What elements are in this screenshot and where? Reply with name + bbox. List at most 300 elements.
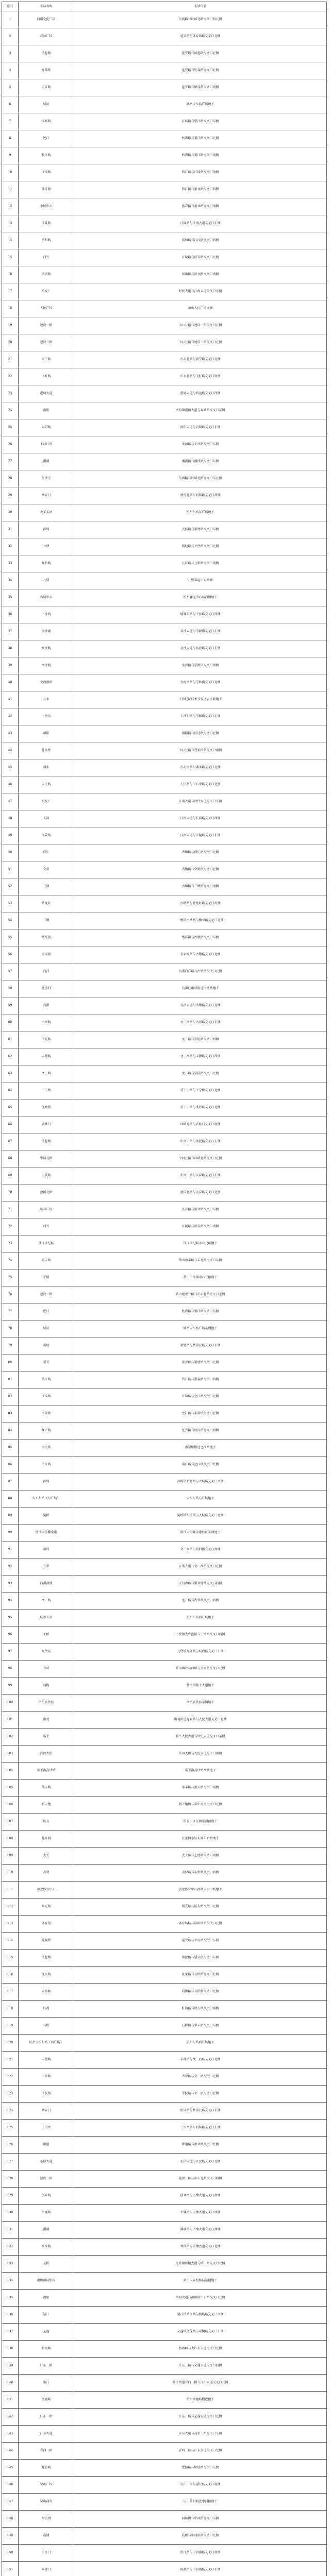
cell-station-name: 彭埠 <box>19 521 74 538</box>
cell-no: 66 <box>2 1116 19 1133</box>
cell-station-location: 南苑街道迎宾路与人民大道交叉口北侧 <box>74 1711 327 1728</box>
table-row <box>2 1252 327 1269</box>
cell-station-name: 东信大道 <box>19 2154 74 2171</box>
cell-station-name: 余杭高铁站 <box>19 1694 74 1711</box>
table-row <box>2 606 327 623</box>
table-row <box>2 2545 327 2562</box>
cell-station-name: 南阳 <box>19 402 74 419</box>
table-row <box>2 555 327 572</box>
cell-station-name: 龙游路 <box>19 2460 74 2477</box>
cell-station-name: 古翠路 <box>19 2069 74 2086</box>
cell-station-name: 建国北路 <box>19 1184 74 1201</box>
cell-station-name: 杜甫村 <box>19 980 74 997</box>
table-row <box>2 2409 327 2426</box>
table-row <box>2 317 327 334</box>
table-row <box>2 1916 327 1933</box>
table-row <box>2 1762 327 1780</box>
cell-no: 15 <box>2 249 19 266</box>
cell-station-name: 候潮门 <box>19 2562 74 2576</box>
table-row <box>2 2137 327 2154</box>
cell-no: 20 <box>2 334 19 351</box>
cell-station-location: 杭氧小区东侧东新路地下 <box>74 1814 327 1831</box>
cell-station-name: 滨和路 <box>19 232 74 249</box>
cell-station-name: 定安路 <box>19 79 74 96</box>
cell-station-location: 秋涛北路与机场路交叉口西侧 <box>74 487 327 504</box>
cell-station-name: 西兴 <box>19 249 74 266</box>
table-row <box>2 742 327 759</box>
cell-station-name: 火车东站（东广场） <box>19 1490 74 1507</box>
cell-station-location: 吴山广场与延安路交叉口南侧 <box>74 2477 327 2494</box>
cell-station-location: 江东二路与义蓬大道交叉口西侧 <box>74 2358 327 2375</box>
cell-station-location: 火车东站东广场地下 <box>74 1490 327 1507</box>
cell-station-location: 延安路与解放路交叉口南侧 <box>74 79 327 96</box>
cell-station-name: 杭氧 <box>19 1814 74 1831</box>
cell-station-name: 城站 <box>19 1320 74 1337</box>
cell-station-location: 望江路与中河南路交叉口南侧 <box>74 2545 327 2562</box>
cell-station-location: 朝阳路与虹达路交叉口北侧 <box>74 725 327 742</box>
cell-station-name: 南阳 <box>19 2290 74 2307</box>
table-row <box>2 62 327 79</box>
cell-station-name: 虾龙圩 <box>19 895 74 912</box>
cell-station-name: 吴山广场 <box>19 2477 74 2494</box>
cell-no: 31 <box>2 521 19 538</box>
cell-station-name: 文海南路 <box>19 674 74 691</box>
table-row <box>2 11 327 28</box>
cell-no: 25 <box>2 419 19 436</box>
cell-station-location: 古墩路与文新路交叉口北侧 <box>74 861 327 878</box>
cell-no: 99 <box>2 1677 19 1694</box>
table-row <box>2 215 327 232</box>
cell-no: 118 <box>2 2001 19 2018</box>
table-row <box>2 1422 327 1439</box>
table-row <box>2 1439 327 1456</box>
cell-station-name: 江陵路 <box>19 827 74 844</box>
cell-station-name: 学院路 <box>19 2086 74 2103</box>
cell-station-name: 石桥 <box>19 2018 74 2035</box>
cell-station-name: 创业路 <box>19 2188 74 2205</box>
cell-station-name: 虹湾 <box>19 2001 74 2018</box>
cell-no: 89 <box>2 1507 19 1524</box>
cell-station-location: 湘湖路与湘西路交叉口东侧 <box>74 453 327 470</box>
cell-no: 143 <box>2 2426 19 2443</box>
cell-station-location: 良渚杜甫村附近古墩路地下 <box>74 980 327 997</box>
cell-station-name: 三墩 <box>19 912 74 929</box>
cell-no: 44 <box>2 742 19 759</box>
table-row <box>2 470 327 487</box>
table-row <box>2 1490 327 1507</box>
table-row <box>2 79 327 96</box>
cell-station-name: 客运中心 <box>19 589 74 606</box>
cell-station-location: 金沙大道与学源街交叉口东侧 <box>74 623 327 640</box>
cell-station-name: 南星桥 <box>19 1439 74 1456</box>
cell-station-location: 金家渡路与古墩路交叉口北侧 <box>74 946 327 963</box>
cell-station-name: 凤起路 <box>19 1950 74 1967</box>
cell-station-name: 城站 <box>19 96 74 113</box>
table-row <box>2 2426 327 2443</box>
table-row <box>2 1082 327 1099</box>
table-row <box>2 2103 327 2120</box>
cell-no: 145 <box>2 2460 19 2477</box>
cell-no: 78 <box>2 1320 19 1337</box>
table-row <box>2 623 327 640</box>
cell-station-location: 萧山宁围镇市心北路地下 <box>74 1269 327 1286</box>
cell-station-location: 莫干山路与文晖路交叉口北侧 <box>74 1099 327 1116</box>
cell-no: 34 <box>2 572 19 589</box>
table-row <box>2 1797 327 1814</box>
cell-station-location: 市心北路与振宁路交叉口北侧 <box>74 351 327 368</box>
cell-station-name: 新天地 <box>19 1797 74 1814</box>
cell-no: 97 <box>2 1643 19 1660</box>
cell-station-location: 青西三路与江东大道交叉口北侧 <box>74 2443 327 2460</box>
cell-station-location: 江东大道与高新三路交叉口东侧 <box>74 2426 327 2443</box>
cell-no: 56 <box>2 946 19 963</box>
table-row <box>2 1745 327 1762</box>
cell-station-name: 新塘 <box>19 1337 74 1354</box>
cell-station-location: 机场路与秋涛北路交叉口东侧 <box>74 2103 327 2120</box>
table-row <box>2 45 327 62</box>
table-row <box>2 912 327 929</box>
cell-no: 98 <box>2 1660 19 1677</box>
table-row <box>2 1099 327 1116</box>
cell-no: 80 <box>2 1354 19 1371</box>
table-row <box>2 1711 327 1728</box>
cell-station-name: 浙江大学紫金港 <box>19 1524 74 1541</box>
cell-station-name: 建设三路 <box>19 334 74 351</box>
cell-no: 149 <box>2 2528 19 2545</box>
cell-station-location: 萧山国际机场航站楼地下 <box>74 2273 327 2290</box>
cell-no: 43 <box>2 725 19 742</box>
cell-station-location: 金沙大道与高沙路交叉口东侧 <box>74 640 327 657</box>
cell-no: 22 <box>2 368 19 385</box>
cell-station-location: 江陵路与滨安路交叉口南侧 <box>74 1218 327 1235</box>
cell-no: 124 <box>2 2103 19 2120</box>
cell-station-name: 丰潭路 <box>19 2052 74 2069</box>
table-row <box>2 1882 327 1899</box>
cell-no: 6 <box>2 96 19 113</box>
cell-station-name: 凤起路 <box>19 1133 74 1150</box>
cell-station-location: 平澜路与风情大道交叉口西侧 <box>74 2205 327 2222</box>
cell-no: 33 <box>2 555 19 572</box>
cell-station-name: 凤起路 <box>19 45 74 62</box>
cell-station-name: 文三路 <box>19 1592 74 1609</box>
cell-no: 39 <box>2 657 19 674</box>
cell-station-location: 古墩路与三墩路交叉口南侧 <box>74 878 327 895</box>
cell-station-location: 甬江路与之江路交叉口北侧 <box>74 1456 327 1473</box>
cell-station-name: 义桥 <box>19 2256 74 2273</box>
cell-no: 59 <box>2 997 19 1014</box>
cell-station-location: 滨和路与江汉路交叉口西侧 <box>74 232 327 249</box>
cell-station-location: 文三路与学院路交叉口北侧 <box>74 1065 327 1082</box>
table-row <box>2 198 327 215</box>
cell-no: 45 <box>2 759 19 776</box>
cell-no: 70 <box>2 1184 19 1201</box>
table-row <box>2 674 327 691</box>
cell-station-location: 江陵路与滨安路交叉口北侧 <box>74 249 327 266</box>
cell-no: 79 <box>2 1337 19 1354</box>
column-header-location: 车站位置 <box>74 2 327 11</box>
table-row <box>2 776 327 793</box>
cell-station-location: 南阳大道与南阳镇中心路交叉口北侧 <box>74 2290 327 2307</box>
table-row <box>2 1031 327 1048</box>
table-row <box>2 2001 327 2018</box>
cell-station-name: 宁围 <box>19 1269 74 1286</box>
cell-no: 54 <box>2 912 19 929</box>
cell-no: 52 <box>2 878 19 895</box>
table-row <box>2 1116 327 1133</box>
table-row <box>2 572 327 589</box>
table-row <box>2 963 327 980</box>
table-row <box>2 1371 327 1388</box>
table-row <box>2 96 327 113</box>
table-row <box>2 1780 327 1797</box>
cell-station-name: 江锦路 <box>19 164 74 181</box>
column-header-name: 车站名称 <box>19 2 74 11</box>
cell-station-location: 古墩路与联庄路交叉口北侧 <box>74 844 327 861</box>
table-row <box>2 1541 327 1558</box>
table-row <box>2 1286 327 1303</box>
table-row <box>2 895 327 912</box>
cell-station-location: 义桥镇风情大道与峡山路交叉口北侧 <box>74 2256 327 2273</box>
cell-no: 87 <box>2 1473 19 1490</box>
cell-station-name: 江东二路 <box>19 2358 74 2375</box>
cell-station-name: 曹家桥 <box>19 742 74 759</box>
table-row <box>2 929 327 946</box>
cell-station-location: 复兴路与秋涛路交叉口西侧 <box>74 1422 327 1439</box>
cell-no: 86 <box>2 1456 19 1473</box>
cell-station-location: 庆春路与新业路交叉口东侧 <box>74 1201 327 1218</box>
cell-no: 146 <box>2 2477 19 2494</box>
cell-station-name: 火车东站 <box>19 504 74 521</box>
cell-station-location: 东信大道与江汉路交叉口北侧 <box>74 2154 327 2171</box>
cell-station-name: 临江 <box>19 2375 74 2392</box>
table-row <box>2 2324 327 2341</box>
table-row <box>2 2375 327 2392</box>
cell-station-name: 钱江路 <box>19 1371 74 1388</box>
cell-station-name: 下沙江滨 <box>19 436 74 453</box>
cell-station-location: 杭州东站东广场地下 <box>74 504 327 521</box>
table-row <box>2 2443 327 2460</box>
table-row <box>2 1643 327 1660</box>
table-row <box>2 1184 327 1201</box>
cell-no: 37 <box>2 623 19 640</box>
cell-station-location: 下沙经济技术开发区云水路地下 <box>74 691 327 708</box>
cell-no: 38 <box>2 640 19 657</box>
cell-station-location: 南星桥附近之江路地下 <box>74 1439 327 1456</box>
cell-station-location: 江东三路与义蓬大道交叉口北侧 <box>74 2409 327 2426</box>
cell-station-name: 钱江世纪城 <box>19 1235 74 1252</box>
cell-station-name: 武林广场 <box>19 28 74 45</box>
cell-no: 30 <box>2 504 19 521</box>
cell-station-location: 东新路与环城北路交叉口西北侧 <box>74 11 327 28</box>
cell-station-name: 善贤 <box>19 1865 74 1882</box>
cell-station-location: 华丰路与新天路交叉口南侧 <box>74 1780 327 1797</box>
cell-no: 133 <box>2 2256 19 2273</box>
cell-station-location: 环城北路与武林门交叉口南侧 <box>74 1116 327 1133</box>
cell-no: 96 <box>2 1626 19 1643</box>
cell-station-name: 体育馆 <box>19 1916 74 1933</box>
cell-station-location: 杭州金融城附近地下 <box>74 2392 327 2409</box>
cell-station-name: 御道 <box>19 2137 74 2154</box>
table-row <box>2 1814 327 1831</box>
cell-station-location: 萧山盈丰路与丰北路交叉口东侧 <box>74 1252 327 1269</box>
cell-no: 50 <box>2 844 19 861</box>
cell-no: 102 <box>2 1728 19 1745</box>
table-row <box>2 283 327 300</box>
cell-station-name: 西兴 <box>19 1218 74 1235</box>
cell-station-name: 西湖文化广场 <box>19 11 74 28</box>
cell-station-name: 婺江路 <box>19 147 74 164</box>
cell-station-location: 城站火车站广场东侧地下 <box>74 1320 327 1337</box>
table-row <box>2 878 327 895</box>
table-row <box>2 589 327 606</box>
cell-station-location: 文三路与古翠路交叉口西侧 <box>74 1592 327 1609</box>
cell-no: 137 <box>2 2324 19 2341</box>
cell-station-name: 中河北路 <box>19 1150 74 1167</box>
table-row <box>2 657 327 674</box>
table-row <box>2 1831 327 1848</box>
cell-no: 24 <box>2 402 19 419</box>
cell-station-location: 古墩路与虾龙圩路交叉口南侧 <box>74 895 327 912</box>
cell-station-name: 振宁路 <box>19 351 74 368</box>
table-row <box>2 351 327 368</box>
cell-station-location: 延安路与庆春路交叉口北侧 <box>74 62 327 79</box>
cell-station-name: 江城路 <box>19 113 74 130</box>
table-row <box>2 1218 327 1235</box>
cell-no: 10 <box>2 164 19 181</box>
cell-no: 29 <box>2 487 19 504</box>
cell-station-name: 建设一路 <box>19 1286 74 1303</box>
cell-no: 126 <box>2 2137 19 2154</box>
cell-no: 141 <box>2 2392 19 2409</box>
cell-no: 36 <box>2 606 19 623</box>
cell-station-location: 杭州东站西广场地下 <box>74 2035 327 2052</box>
table-row <box>2 164 327 181</box>
table-row <box>2 1865 327 1882</box>
cell-station-name: 义蓬 <box>19 2324 74 2341</box>
cell-no: 125 <box>2 2120 19 2137</box>
cell-station-location: 市心南路与潘水路交叉口北侧 <box>74 759 327 776</box>
cell-no: 85 <box>2 1439 19 1456</box>
cell-station-name: 朝阳 <box>19 725 74 742</box>
table-row <box>2 1014 327 1031</box>
table-row <box>2 334 327 351</box>
cell-station-location: 河坊街与中河路交叉口东侧 <box>74 2511 327 2528</box>
table-row <box>2 2154 327 2171</box>
cell-station-location: 御道路与新业路交叉口北侧 <box>74 2137 327 2154</box>
cell-no: 81 <box>2 1371 19 1388</box>
table-header-row <box>2 2 327 11</box>
cell-station-location: 临江街道青西三路与江东大道交叉口北侧 <box>74 2375 327 2392</box>
cell-station-name: 庆春广场 <box>19 1201 74 1218</box>
cell-station-location: 景芳路与新塘路交叉口北侧 <box>74 1354 327 1371</box>
table-row <box>2 1933 327 1950</box>
cell-no: 101 <box>2 1711 19 1728</box>
cell-station-name: 南苑 <box>19 1711 74 1728</box>
cell-station-name: 望江门 <box>19 2545 74 2562</box>
cell-station-location: 体育场路与环城西路交叉口北侧 <box>74 1916 327 1933</box>
cell-no: 7 <box>2 113 19 130</box>
cell-no: 131 <box>2 2222 19 2239</box>
station-table <box>2 2 327 2576</box>
cell-station-location: 港城大道与鸿达路交叉口西侧 <box>74 385 327 402</box>
table-row <box>2 249 327 266</box>
cell-station-name: 五常 <box>19 1558 74 1575</box>
table-row <box>2 2035 327 2052</box>
table-row <box>2 1507 327 1524</box>
table-row <box>2 504 327 521</box>
cell-station-name: 邱山大街 <box>19 1745 74 1762</box>
cell-no: 51 <box>2 861 19 878</box>
cell-station-name: 水澄桥 <box>19 1405 74 1422</box>
cell-no: 41 <box>2 691 19 708</box>
cell-station-location: 学院路与文一路交叉口北侧 <box>74 2086 327 2103</box>
table-row <box>2 2018 327 2035</box>
table-row <box>2 827 327 844</box>
cell-station-name: 青西三路 <box>19 2443 74 2460</box>
cell-station-name: 云水 <box>19 691 74 708</box>
table-row <box>2 1558 327 1575</box>
table-row <box>2 2120 327 2137</box>
cell-no: 13 <box>2 215 19 232</box>
cell-no: 57 <box>2 963 19 980</box>
cell-no: 19 <box>2 317 19 334</box>
cell-no: 28 <box>2 470 19 487</box>
cell-station-name: 庆菱路 <box>19 1167 74 1184</box>
cell-station-location: 滨康路与滨文路交叉口南侧 <box>74 266 327 283</box>
cell-no: 27 <box>2 453 19 470</box>
cell-station-location: 候潮路与中河南路交叉口东侧 <box>74 2562 327 2576</box>
cell-station-location: 新天地街与华中南路交叉口北侧 <box>74 1797 327 1814</box>
table-row <box>2 1235 327 1252</box>
cell-station-name: 白洋 <box>19 963 74 980</box>
cell-station-location: 凤起路与延安路交叉口东侧 <box>74 1950 327 1967</box>
cell-station-name: 靖江 <box>19 2307 74 2324</box>
table-row <box>2 2239 327 2256</box>
cell-station-name: 甬江路 <box>19 1456 74 1473</box>
cell-no: 117 <box>2 1984 19 2001</box>
cell-station-name: 人民路 <box>19 776 74 793</box>
cell-station-location: 莫干山路与下宁桥交叉口北侧 <box>74 1082 327 1099</box>
cell-station-location: 江南大道与江陵路交叉口东侧 <box>74 827 327 844</box>
cell-no: 64 <box>2 1082 19 1099</box>
table-row <box>2 2069 327 2086</box>
cell-station-location: 秋涛路与婺江路交叉口南侧 <box>74 147 327 164</box>
table-row <box>2 1609 327 1626</box>
cell-station-name: 三坝 <box>19 878 74 895</box>
table-row <box>2 232 327 249</box>
table-row <box>2 2460 327 2477</box>
cell-station-name: 人民广场 <box>19 300 74 317</box>
cell-station-name: 闸弄口 <box>19 2103 74 2120</box>
cell-no: 134 <box>2 2273 19 2290</box>
cell-station-name: 九堡 <box>19 572 74 589</box>
cell-station-name: 江陵路 <box>19 215 74 232</box>
cell-no: 62 <box>2 1048 19 1065</box>
table-row <box>2 759 327 776</box>
cell-no: 53 <box>2 895 19 912</box>
cell-no: 72 <box>2 1218 19 1235</box>
table-row <box>2 997 327 1014</box>
table-row <box>2 1269 327 1286</box>
cell-no: 135 <box>2 2290 19 2307</box>
cell-station-location: 创业路与风情大道交叉口南侧 <box>74 2188 327 2205</box>
cell-station-location: 邱山大街与人民大道交叉口南侧 <box>74 1745 327 1762</box>
cell-station-name: 建设一路 <box>19 317 74 334</box>
cell-station-location: 中河中路与庆春路交叉口东侧 <box>74 1167 327 1184</box>
cell-station-name: 香樟路 <box>19 2239 74 2256</box>
cell-station-name: 江东三路 <box>19 2409 74 2426</box>
table-row <box>2 181 327 198</box>
